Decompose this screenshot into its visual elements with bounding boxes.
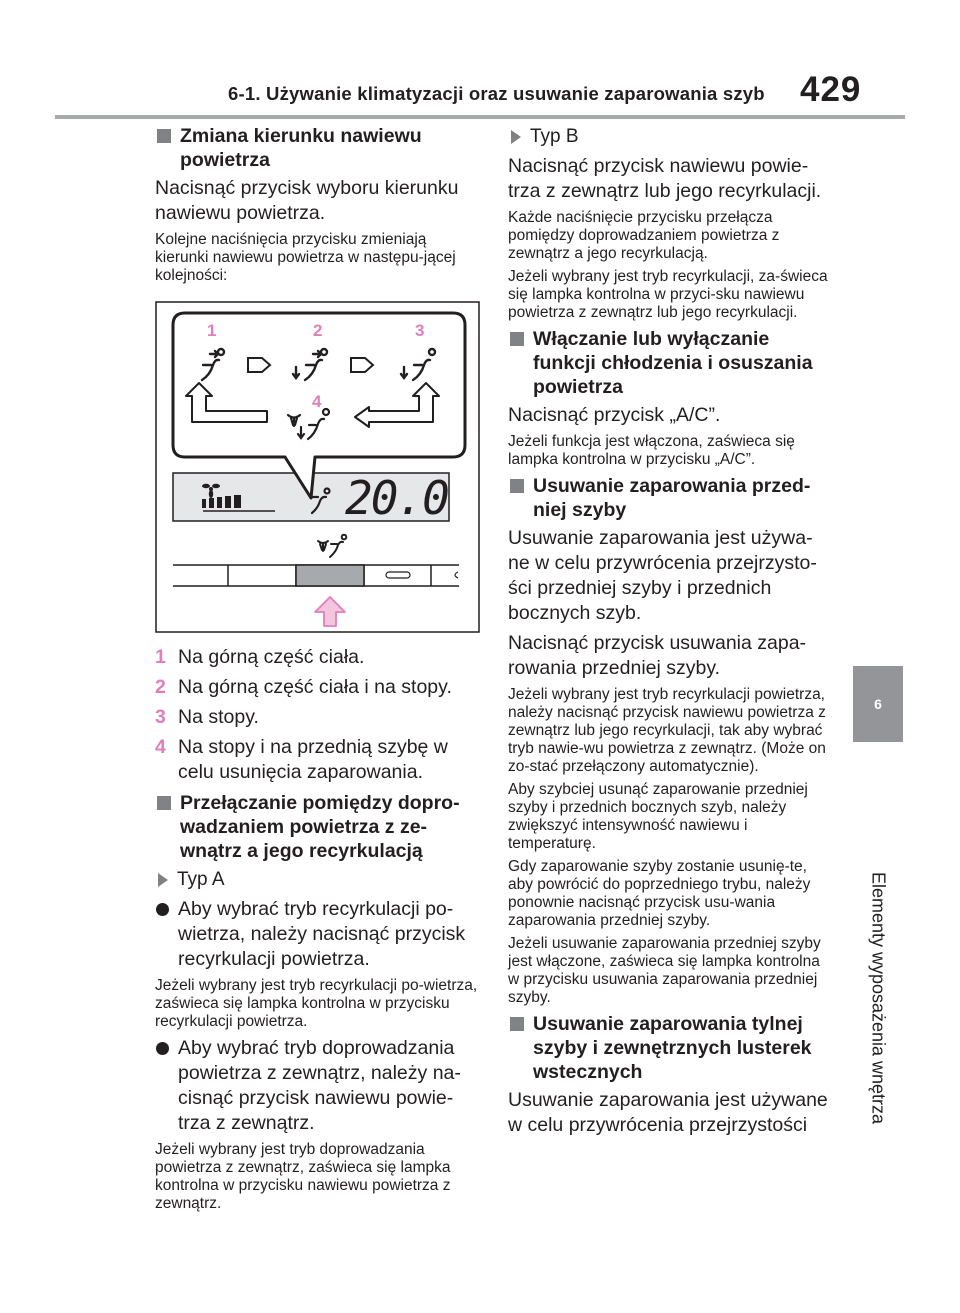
triangle-bullet-icon	[158, 873, 168, 887]
paragraph: Nacisnąć przycisk wyboru kierunku nawiewu powietrza.	[155, 177, 459, 224]
control-panel-illustration	[155, 301, 480, 633]
mode-label-1: 1	[207, 321, 217, 340]
mode-label-3: 3	[415, 321, 425, 340]
note: Jeżeli wybrany jest tryb recyrkulacji po-wietrza, zaświeca się lampka kontrolna w przycisku recyrkulacji powietrza.	[155, 977, 478, 1030]
note: Jeżeli wybrany jest tryb recyrkulacji powietrza, należy nacisnąć przycisk nawiewu powietrza z zewnątrz lub jego recyrkulacji, tak aby wybrać tryb nawie-wu powietrza z zewnątrz. (Może on zo-stać przełączony automatycznie).	[508, 686, 826, 775]
bullet-item: Aby wybrać tryb recyrkulacji po-wietrza, należy nacisnąć przycisk recyrkulacji powietrza.	[155, 897, 480, 972]
header-rule	[55, 115, 905, 119]
note: Kolejne naciśnięcia przycisku zmieniają kierunki nawiewu powietrza w następu-jącej kolejności:	[155, 231, 456, 284]
right-column	[508, 124, 833, 1143]
type-label: Typ A	[155, 867, 480, 892]
page-number: 429	[800, 70, 862, 109]
section-heading: Zmiana kierunku nawiewu powietrza	[155, 124, 480, 172]
temperature-display: 20.0	[345, 471, 448, 525]
list-item: 1 Na górną część ciała.	[155, 646, 365, 668]
square-bullet-icon	[157, 796, 171, 810]
paragraph: Nacisnąć przycisk nawiewu powie-trza z zewnątrz lub jego recyrkulacji.	[508, 155, 822, 202]
section-heading: Usuwanie zaparowania przed-niej szyby	[508, 474, 833, 522]
list-item: 4 Na stopy i na przednią szybę w celu usunięcia zaparowania.	[155, 736, 448, 783]
note: Jeżeli funkcja jest włączona, zaświeca się lampka kontrolna w przycisku „A/C”.	[508, 433, 795, 468]
section-heading: Usuwanie zaparowania tylnej szyby i zewnętrznych lusterek wstecznych	[508, 1012, 833, 1084]
note: Gdy zaparowanie szyby zostanie usunię-te, aby powrócić do poprzedniego trybu, należy ponownie nacisnąć przycisk usu-wania zaparowania przedniej szyby.	[508, 858, 811, 929]
air-direction-figure	[155, 301, 480, 633]
note: Aby szybciej usunąć zaparowanie przedniej szyby i przednich bocznych szyb, należy zwiększyć intensywność nawiewu i temperaturę.	[508, 781, 808, 852]
note: Każde naciśnięcie przycisku przełącza pomiędzy doprowadzaniem powietrza z zewnątrz a jego recyrkulacją.	[508, 209, 780, 262]
running-header: 6-1. Używanie klimatyzacji oraz usuwanie zaparowania szyb	[228, 83, 765, 104]
square-bullet-icon	[157, 129, 171, 143]
section-heading: Włączanie lub wyłączanie funkcji chłodzenia i osuszania powietrza	[508, 327, 833, 399]
square-bullet-icon	[510, 479, 524, 493]
paragraph: Usuwanie zaparowania jest używa-ne w celu przywrócenia przejrzysto-ści przedniej szyby i przednich bocznych szyb.	[508, 527, 817, 624]
paragraph: Nacisnąć przycisk usuwania zapa-rowania przedniej szyby.	[508, 632, 807, 679]
paragraph: Nacisnąć przycisk „A/C”.	[508, 404, 721, 426]
square-bullet-icon	[510, 332, 524, 346]
bullet-item: Aby wybrać tryb doprowadzania powietrza z zewnątrz, należy na-cisnąć przycisk nawiewu powie-trza z zewnątrz.	[155, 1036, 480, 1136]
mode-label-4: 4	[312, 392, 322, 411]
list-item: 3 Na stopy.	[155, 706, 259, 728]
mode-label-2: 2	[313, 321, 323, 340]
left-column	[155, 124, 480, 1218]
round-bullet-icon	[156, 903, 169, 916]
section-heading: Przełączanie pomiędzy dopro-wadzaniem powietrza z ze-wnątrz a jego recyrkulacją	[155, 791, 480, 863]
square-bullet-icon	[510, 1017, 524, 1031]
note: Jeżeli wybrany jest tryb recyrkulacji, za-świeca się lampka kontrolna w przyci-sku nawiewu powietrza z zewnątrz lub jego recyrkulacji.	[508, 268, 828, 321]
chapter-tab: 6	[853, 666, 903, 742]
list-item: 2 Na górną część ciała i na stopy.	[155, 676, 452, 698]
paragraph: Usuwanie zaparowania jest używane w celu przywrócenia przejrzystości	[508, 1089, 828, 1136]
note: Jeżeli usuwanie zaparowania przedniej szyby jest włączone, zaświeca się lampka kontrolna w przycisku usuwania zaparowania przedniej szyby.	[508, 935, 821, 1006]
note: Jeżeli wybrany jest tryb doprowadzania powietrza z zewnątrz, zaświeca się lampka kontrolna w przycisku nawiewu powietrza z zewnątrz.	[155, 1141, 451, 1212]
round-bullet-icon	[156, 1042, 169, 1055]
type-label: Typ B	[508, 124, 833, 149]
chapter-side-label: Elementy wyposażenia wnętrza	[868, 871, 889, 1125]
triangle-bullet-icon	[511, 130, 521, 144]
